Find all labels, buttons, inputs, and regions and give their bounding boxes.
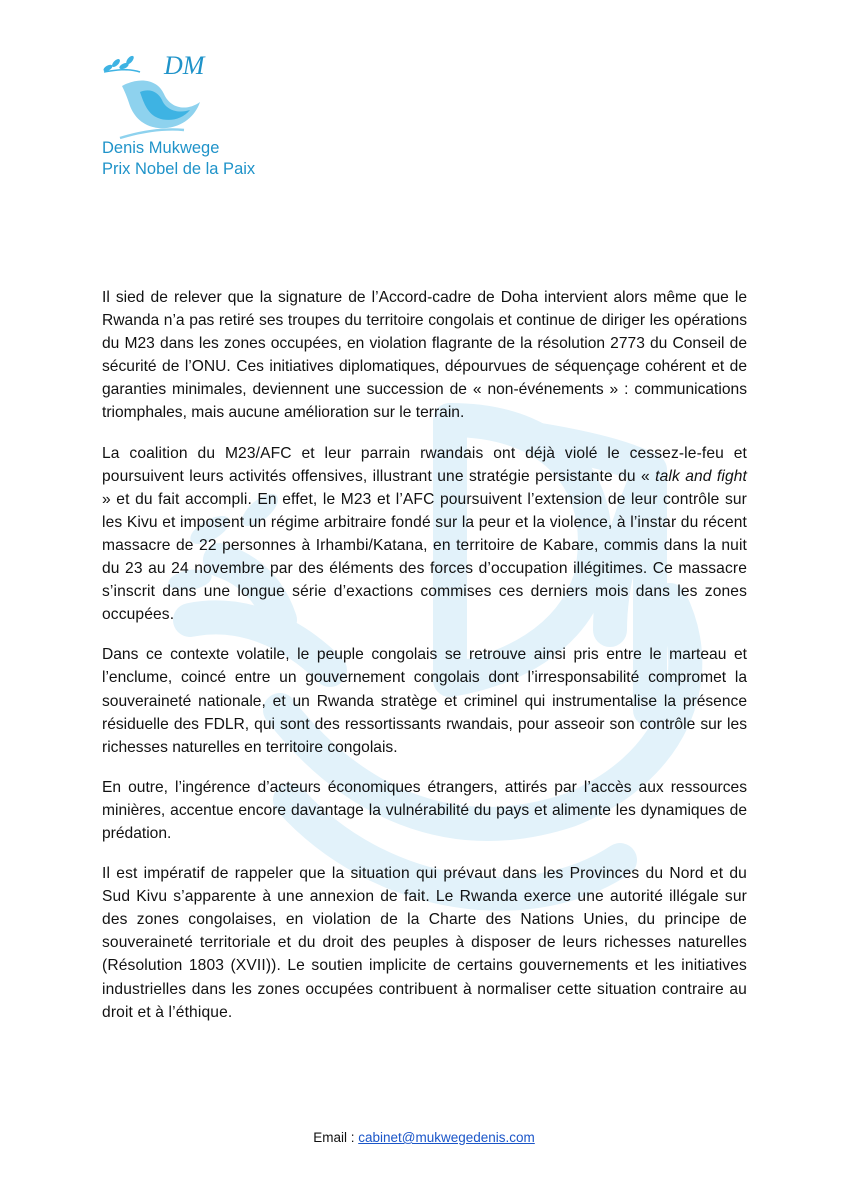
dove-logo: [100, 46, 220, 146]
paragraph-2-part-1: La coalition du M23/AFC et leur parrain rwandais ont déjà violé le cessez-le-feu et poursuivent leurs activités offensives, illustrant une stratégie persistante du «: [102, 444, 747, 485]
email-label: Email :: [313, 1130, 359, 1145]
paragraph-2: [102, 442, 747, 627]
author-title: Prix Nobel de la Paix: [102, 160, 256, 178]
letter-body: [102, 286, 747, 1041]
paragraph-5: Il est impératif de rappeler que la situation qui prévaut dans les Provinces du Nord et du Sud Kivu s’apparente à une annexion de fait. Le Rwanda exerce une autorité illégale sur des zones congolaises, en violation de la Charte des Nations Unies, du principe de souveraineté territoriale et du droit des peuples à disposer de leurs richesses naturelles (Résolution 1803 (XVII)). Le soutien implicite de certains gouvernements et les initiatives industrielles dans les zones occupées contribuent à normaliser cette situation contraire au droit et à l’éthique.: [102, 865, 747, 1021]
paragraph-2-emphasis: talk and fight: [655, 467, 747, 485]
author-name: Denis Mukwege: [102, 139, 220, 157]
paragraph-1: Il sied de relever que la signature de l’Accord-cadre de Doha intervient alors même que le Rwanda n’a pas retiré ses troupes du territoire congolais et continue de diriger les opérations du M23 dans les zones occupées, en violation flagrante de la résolution 2773 du Conseil de sécurité de l’ONU. Ces initiatives diplomatiques, dépourvues de séquençage cohérent et de garanties minimales, deviennent une succession de « non-événements » : communications triomphales, mais aucune amélioration sur le terrain.: [102, 289, 747, 422]
logo-monogram: DM: [164, 51, 205, 80]
footer: [0, 1130, 848, 1145]
letterhead: [102, 138, 255, 180]
paragraph-2-part-2: » et du fait accompli. En effet, le M23 et l’AFC poursuivent l’extension de leur contrôle sur les Kivu et imposent un régime arbitraire fondé sur la peur et la violence, à l’instar du récent massacre de 22 personnes à Irhambi/Katana, en territoire de Kabare, commis dans la nuit du 23 au 24 novembre par des éléments des forces d’occupation illégitimes. Ce massacre s’inscrit dans une longue série d’exactions commises ces derniers mois dans les zones occupées.: [102, 490, 747, 624]
email-link[interactable]: cabinet@mukwegedenis.com: [358, 1130, 535, 1145]
paragraph-3: Dans ce contexte volatile, le peuple congolais se retrouve ainsi pris entre le marteau et l’enclume, coincé entre un gouvernement congolais dont l’irresponsabilité compromet la souveraineté nationale, et un Rwanda stratège et criminel qui instrumentalise la présence résiduelle des FDLR, qui sont des ressortissants rwandais, pour asseoir son contrôle sur les richesses naturelles en territoire congolais.: [102, 646, 747, 756]
paragraph-4: En outre, l’ingérence d’acteurs économiques étrangers, attirés par l’accès aux ressources minières, accentue encore davantage la vulnérabilité du pays et alimente les dynamiques de prédation.: [102, 778, 747, 842]
